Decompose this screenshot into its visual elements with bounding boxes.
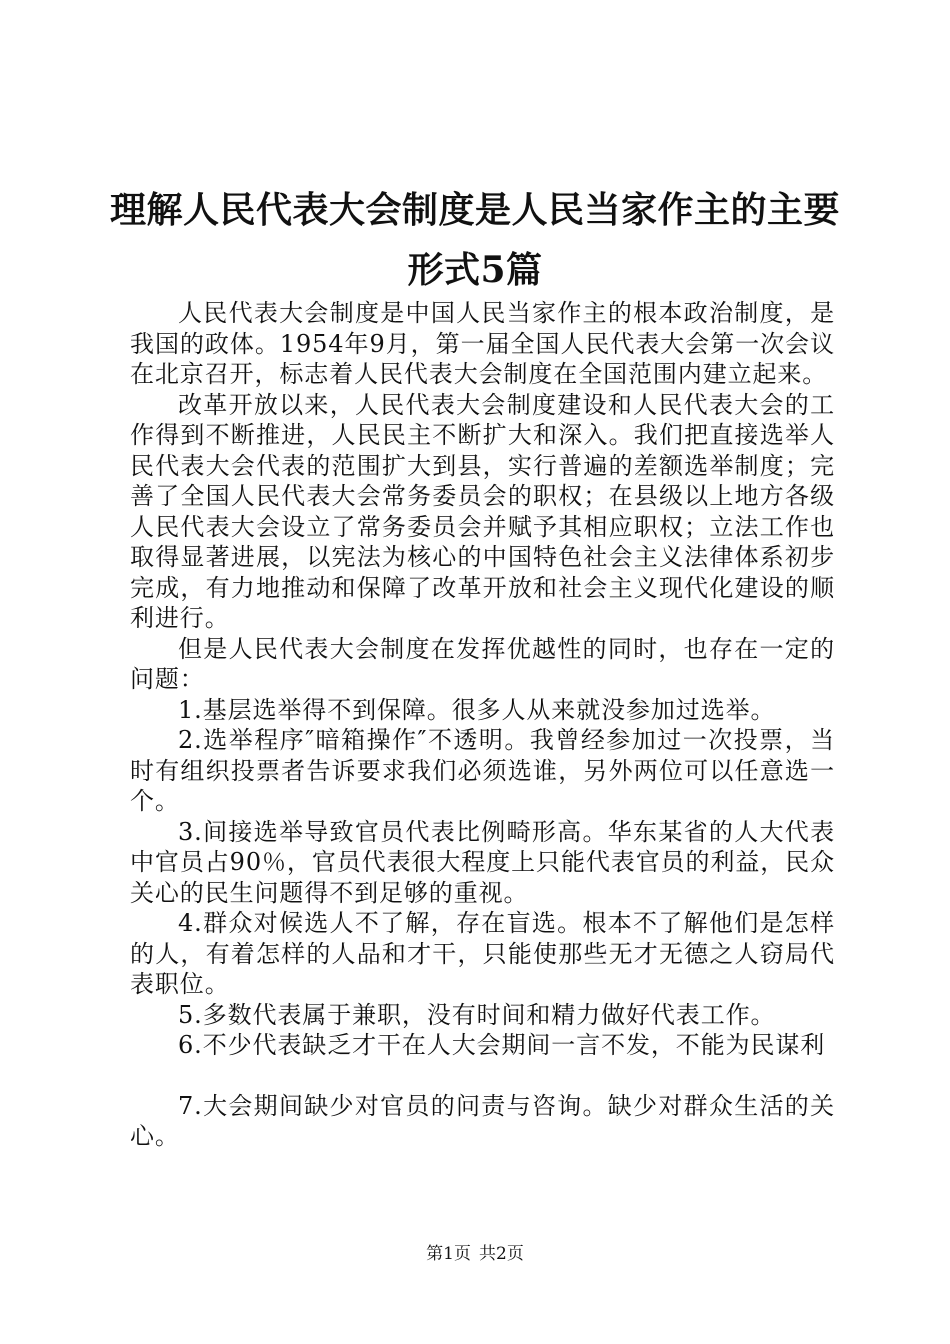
page-number: 第1页 <box>426 1244 471 1264</box>
problem-item-3: 3.间接选举导致官员代表比例畸形高。华东某省的人大代表中官员占90％，官员代表很大程度上只能代表官员的利益，民众关心的民生问题得不到足够的重视。 <box>130 817 835 907</box>
problem-item-7: 7.大会期间缺少对官员的问责与咨询。缺少对群众生活的关心。 <box>130 1091 835 1150</box>
problem-item-2: 2.选举程序″暗箱操作″不透明。我曾经参加过一次投票，当时有组织投票者告诉要求我们必须选谁，另外两位可以任意选一个。 <box>130 726 835 815</box>
problem-item-6: 6.不少代表缺乏才干在人大会期间一言不发，不能为民谋利 <box>178 1031 826 1059</box>
paragraph-reform: 改革开放以来，人民代表大会制度建设和人民代表大会的工作得到不断推进，人民民主不断扩大和深入。我们把直接选举人民代表大会代表的范围扩大到县，实行普遍的差额选举制度；完善了全国人民代表大会常务委员会的职权；在县级以上地方各级人民代表大会设立了常务委员会并赋予其相应职权；立法工作也取得显著进展，以宪法为核心的中国特色社会主义法律体系初步完成，有力地推动和保障了改革开放和社会主义现代化建设的顺利进行。 <box>130 390 835 632</box>
problem-item-1: 1.基层选举得不到保障。很多人从来就没参加过选举。 <box>178 695 776 724</box>
title-line-1: 理解人民代表大会制度是人民当家作主的主要 <box>110 189 841 231</box>
page-total: 共2页 <box>479 1244 524 1264</box>
paragraph-problems-intro: 但是人民代表大会制度在发挥优越性的同时，也存在一定的问题： <box>130 634 835 693</box>
page-footer <box>0 1242 950 1266</box>
title-line-2: 形式5篇 <box>407 249 543 291</box>
problem-item-5: 5.多数代表属于兼职，没有时间和精力做好代表工作。 <box>178 1000 776 1029</box>
document-body <box>130 298 835 1152</box>
paragraph-intro: 人民代表大会制度是中国人民当家作主的根本政治制度，是我国的政体。1954年9月，第一届全国人民代表大会第一次会议在北京召开，标志着人民代表大会制度在全国范围内建立起来。 <box>130 299 835 388</box>
document-title <box>110 180 840 300</box>
problem-item-4: 4.群众对候选人不了解，存在盲选。根本不了解他们是怎样的人，有着怎样的人品和才干，只能使那些无才无德之人窃局代表职位。 <box>130 909 835 998</box>
